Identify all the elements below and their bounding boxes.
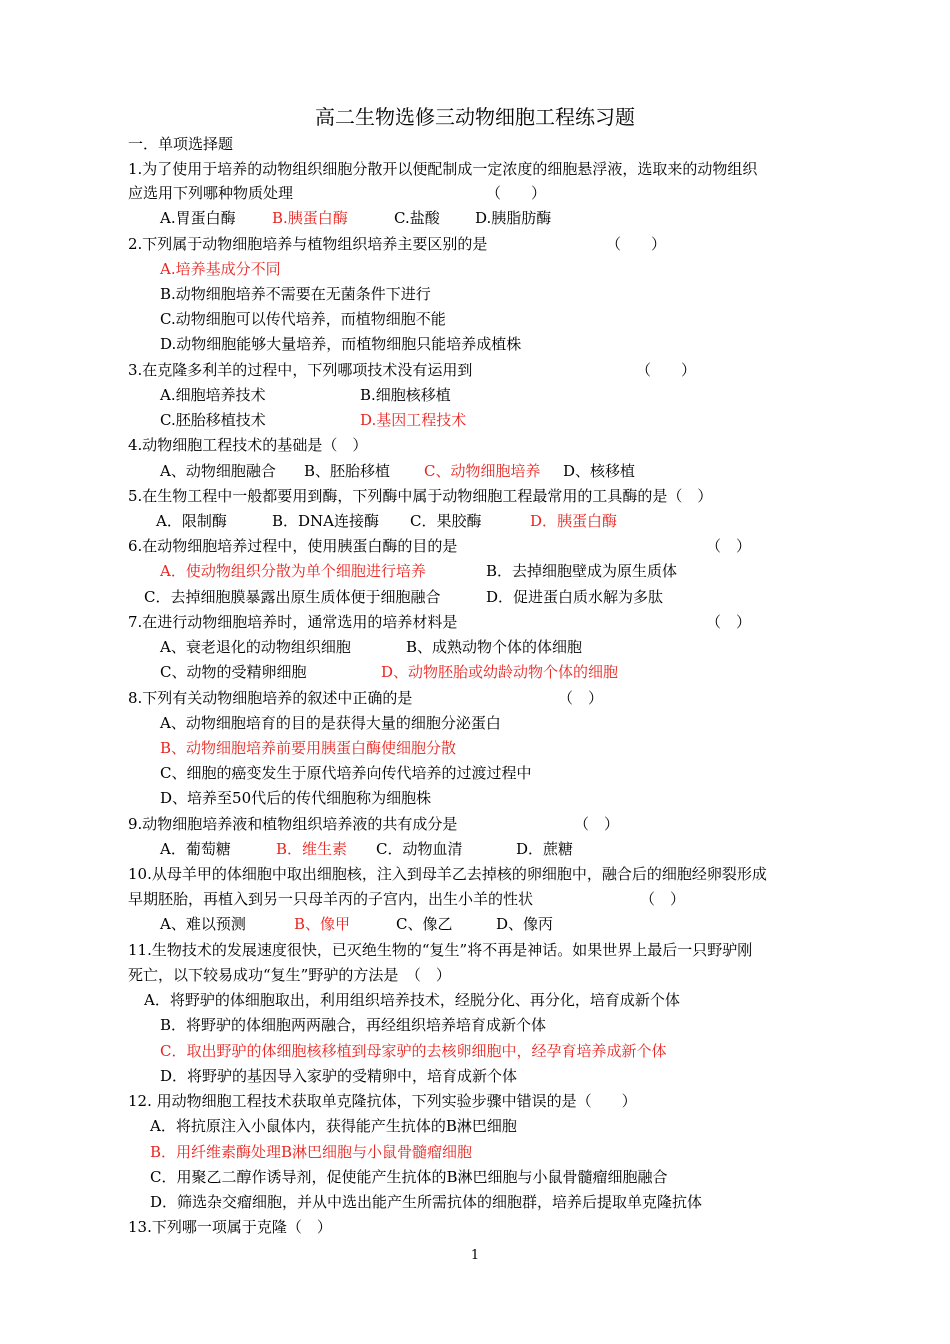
q9-stem: 9.动物细胞培养液和植物组织培养液的共有成分是 bbox=[128, 815, 458, 833]
q5-option-b: B．DNA连接酶 bbox=[272, 512, 380, 530]
q3-option-d: D.基因工程技术 bbox=[360, 411, 467, 429]
q3-option-b: B.细胞核移植 bbox=[360, 386, 451, 404]
q3-option-c: C.胚胎移植技术 bbox=[160, 411, 266, 429]
q1-stem-line1: 1.为了使用于培养的动物组织细胞分散开以便配制成一定浓度的细胞悬浮液，选取来的动物组织 bbox=[128, 160, 758, 178]
q5-option-a: A．限制酶 bbox=[156, 512, 227, 530]
q7-stem: 7.在进行动物细胞培养时，通常选用的培养材料是 bbox=[128, 613, 458, 631]
q2-option-a: A.培养基成分不同 bbox=[160, 260, 281, 278]
q1-answer-paren: （ ） bbox=[486, 184, 547, 202]
q6-answer-paren: （ ） bbox=[706, 537, 752, 555]
q6-stem: 6.在动物细胞培养过程中，使用胰蛋白酶的目的是 bbox=[128, 537, 458, 555]
q12-option-b: B．用纤维素酶处理B淋巴细胞与小鼠骨髓瘤细胞 bbox=[150, 1143, 473, 1161]
q9-option-d: D．蔗糖 bbox=[516, 840, 574, 858]
q2-option-b: B.动物细胞培养不需要在无菌条件下进行 bbox=[160, 285, 431, 303]
section-heading: 一．单项选择题 bbox=[128, 135, 234, 153]
q7-option-a: A、衰老退化的动物组织细胞 bbox=[160, 638, 351, 656]
q4-option-a: A、动物细胞融合 bbox=[160, 462, 276, 480]
q3-stem: 3.在克隆多利羊的过程中，下列哪项技术没有运用到 bbox=[128, 361, 473, 379]
q10-stem-line1: 10.从母羊甲的体细胞中取出细胞核，注入到母羊乙去掉核的卵细胞中，融合后的细胞经卵裂形成 bbox=[128, 865, 767, 883]
q13-stem: 13.下列哪一项属于克隆（ ） bbox=[128, 1218, 332, 1236]
q5-stem: 5.在生物工程中一般都要用到酶，下列酶中属于动物细胞工程最常用的工具酶的是（ ） bbox=[128, 487, 713, 505]
q9-answer-paren: （ ） bbox=[574, 815, 620, 833]
q10-option-b: B、像甲 bbox=[294, 915, 351, 933]
q2-option-d: D.动物细胞能够大量培养，而植物细胞只能培养成植株 bbox=[160, 335, 522, 353]
q7-option-b: B、成熟动物个体的体细胞 bbox=[406, 638, 583, 656]
q6-option-d: D．促进蛋白质水解为多肽 bbox=[486, 588, 664, 606]
q10-stem-line2: 早期胚胎，再植入到另一只母羊丙的子宫内，出生小羊的性状 bbox=[128, 890, 534, 908]
q8-answer-paren: （ ） bbox=[558, 689, 604, 707]
q11-option-c: C．取出野驴的体细胞核移植到母家驴的去核卵细胞中，经孕育培养成新个体 bbox=[160, 1042, 667, 1060]
q6-option-c: C．去掉细胞膜暴露出原生质体便于细胞融合 bbox=[144, 588, 441, 606]
q9-option-a: A．葡萄糖 bbox=[160, 840, 231, 858]
q11-stem-line2: 死亡，以下较易成功“复生”野驴的方法是 （ ） bbox=[128, 966, 451, 984]
q8-option-c: C、细胞的癌变发生于原代培养向传代培养的过渡过程中 bbox=[160, 764, 532, 782]
q12-option-d: D．筛选杂交瘤细胞，并从中选出能产生所需抗体的细胞群，培养后提取单克隆抗体 bbox=[150, 1193, 703, 1211]
q9-option-c: C．动物血清 bbox=[376, 840, 463, 858]
q4-option-b: B、胚胎移植 bbox=[304, 462, 391, 480]
q7-answer-paren: （ ） bbox=[706, 613, 752, 631]
q8-option-d: D、培养至50代后的传代细胞称为细胞株 bbox=[160, 789, 432, 807]
q2-option-c: C.动物细胞可以传代培养，而植物细胞不能 bbox=[160, 310, 446, 328]
q12-option-c: C．用聚乙二醇作诱导剂，促使能产生抗体的B淋巴细胞与小鼠骨髓瘤细胞融合 bbox=[150, 1168, 668, 1186]
q3-option-a: A.细胞培养技术 bbox=[160, 386, 266, 404]
q6-option-b: B．去掉细胞壁成为原生质体 bbox=[486, 562, 678, 580]
q1-stem-line2: 应选用下列哪种物质处理 bbox=[128, 184, 294, 202]
q4-stem: 4.动物细胞工程技术的基础是（ ） bbox=[128, 436, 368, 454]
q3-answer-paren: （ ） bbox=[636, 361, 697, 379]
q8-stem: 8.下列有关动物细胞培养的叙述中正确的是 bbox=[128, 689, 413, 707]
q10-option-d: D、像丙 bbox=[496, 915, 554, 933]
q2-answer-paren: （ ） bbox=[606, 235, 667, 253]
q8-option-b: B、动物细胞培养前要用胰蛋白酶使细胞分散 bbox=[160, 739, 457, 757]
q1-option-d: D.胰脂肪酶 bbox=[475, 209, 552, 227]
q12-option-a: A．将抗原注入小鼠体内，获得能产生抗体的B淋巴细胞 bbox=[150, 1117, 517, 1135]
q10-option-a: A、难以预测 bbox=[160, 915, 246, 933]
q6-option-a: A．使动物组织分散为单个细胞进行培养 bbox=[160, 562, 426, 580]
q1-option-a: A.胃蛋白酶 bbox=[160, 209, 236, 227]
q7-option-d: D、动物胚胎或幼龄动物个体的细胞 bbox=[381, 663, 619, 681]
q2-stem: 2.下列属于动物细胞培养与植物组织培养主要区别的是 bbox=[128, 235, 488, 253]
q1-option-c: C.盐酸 bbox=[394, 209, 440, 227]
q4-option-c: C、动物细胞培养 bbox=[424, 462, 541, 480]
q12-stem: 12. 用动物细胞工程技术获取单克隆抗体，下列实验步骤中错误的是（ ） bbox=[128, 1092, 637, 1110]
q5-option-d: D．胰蛋白酶 bbox=[530, 512, 618, 530]
q11-option-d: D．将野驴的基因导入家驴的受精卵中，培育成新个体 bbox=[160, 1067, 518, 1085]
q10-option-c: C、像乙 bbox=[396, 915, 453, 933]
q9-option-b: B．维生素 bbox=[276, 840, 348, 858]
page-number: 1 bbox=[470, 1248, 480, 1263]
page-title: 高二生物选修三动物细胞工程练习题 bbox=[315, 105, 635, 129]
q11-stem-line1: 11.生物技术的发展速度很快，已灭绝生物的“复生”将不再是神话。如果世界上最后一只野驴刚 bbox=[128, 941, 753, 959]
q7-option-c: C、动物的受精卵细胞 bbox=[160, 663, 307, 681]
q8-option-a: A、动物细胞培育的目的是获得大量的细胞分泌蛋白 bbox=[160, 714, 501, 732]
q4-option-d: D、核移植 bbox=[563, 462, 636, 480]
q11-option-a: A．将野驴的体细胞取出，利用组织培养技术，经脱分化、再分化，培育成新个体 bbox=[144, 991, 680, 1009]
q10-answer-paren: （ ） bbox=[640, 890, 686, 908]
q11-option-b: B．将野驴的体细胞两两融合，再经组织培养培育成新个体 bbox=[160, 1016, 547, 1034]
q5-option-c: C．果胶酶 bbox=[410, 512, 482, 530]
q1-option-b: B.胰蛋白酶 bbox=[272, 209, 348, 227]
